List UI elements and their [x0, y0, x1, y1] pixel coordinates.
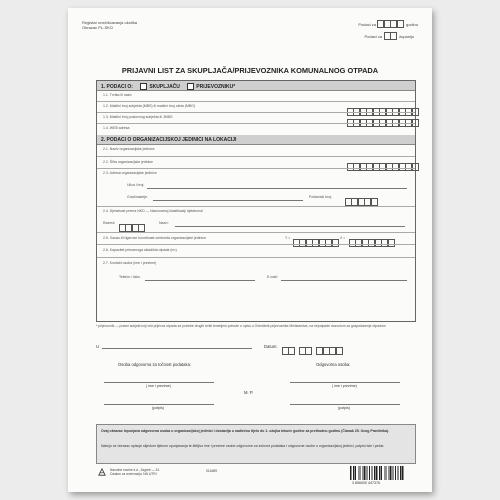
field-1-3: 1.3. Matični broj poslovnog subjekta ili JMBG	[103, 115, 173, 119]
county-field[interactable]	[365, 32, 414, 40]
coord-x-boxes[interactable]	[349, 234, 395, 252]
authorized-sign-line[interactable]	[290, 404, 400, 405]
form-code: Obrazac PL-SKO	[82, 25, 113, 30]
skupljac-checkbox[interactable]	[140, 83, 147, 90]
responsible-sign-caption: (potpis)	[152, 406, 164, 410]
field-2-7: 2.7. Kontakt osoba (ime i prezime)	[103, 261, 157, 265]
publisher-info	[110, 468, 160, 476]
field-1-1: 1.1. Tvrtka ili naziv	[103, 93, 132, 97]
city-label: Grad/naselje:	[127, 195, 148, 199]
place-prefix: U	[96, 344, 100, 349]
county-label: županiju	[399, 33, 414, 39]
prijevoznik-checkbox[interactable]	[187, 83, 194, 90]
publisher-line2: Ozakon za rezervaciju: NN 4/TRI	[110, 472, 157, 476]
year-boxes[interactable]	[378, 20, 404, 28]
field-1-4: 1.4. WEB adresa	[103, 126, 130, 130]
authorized-name-line[interactable]	[290, 382, 400, 383]
field-1-2: 1.2. Matični broj subjekta (MBS) ili matični broj obrta (MBO)	[103, 104, 195, 108]
postcode-boxes[interactable]	[345, 193, 378, 211]
authorized-title: Odgovorna osoba:	[316, 362, 351, 367]
place-line[interactable]	[102, 348, 252, 349]
register-name: Registar onečišćavanja okoliša	[82, 20, 137, 25]
instruction-1: Ovaj obrazac lepunjava odgovorna osoba u organizacijskoj jedinici i dostavlja u nadležno tijelo do 1. ožujka tekuće godine za prethodnu godinu (Članak 25. Uvog Pravilnika).	[101, 429, 390, 433]
form-sheet	[68, 8, 432, 492]
authorized-sign-caption: (potpis)	[338, 406, 350, 410]
responsible-sign-line[interactable]	[104, 404, 214, 405]
responsible-title: Osoba odgovorna za točnost podataka:	[118, 362, 192, 367]
phone-label: Telefon / faks:	[119, 275, 141, 279]
naziv-label: Naziv:	[159, 221, 169, 225]
instruction-2: Naknju se obrazac opisuje slijedom tijekom opunjavanja te štitljivo ime i prezime osobe odgovorne za točnost podataka i odgovorne osobe u organizacijskoj jedinici, potpisi iste i pečat.	[101, 444, 385, 448]
form-title: PRIJAVNI LIST ZA SKUPLJAČA/PRIJEVOZNIKA KOMUNALNOG OTPADA	[121, 66, 379, 75]
coord-y-label: Y =	[285, 236, 291, 240]
podano-label-2: Podaci za	[364, 33, 383, 39]
section2-title: 2. PODACI O ORGANIZACIJSKOJ JEDINICI NA LOKACIJI	[101, 137, 237, 143]
form-frame	[96, 80, 416, 322]
skupljac-label: SKUPLJAČU	[149, 83, 180, 90]
street-label: Ulica i broj:	[127, 183, 145, 187]
header-left	[82, 20, 137, 30]
responsible-name-caption: ( ime i prezime)	[146, 384, 171, 388]
coord-y-boxes[interactable]	[293, 234, 339, 252]
email-label: E-mail:	[267, 275, 278, 279]
responsible-name-line[interactable]	[104, 382, 214, 383]
footnote: * prijevoznik — pravni subjekt koji vrši prijevoz otpada za potrebe drugih tvrtki temeljem potvrde o upisu u Očevidnik prijevoznika Ministarstva, na nepotpade dozvolom za gospodarenje otpadom	[96, 324, 386, 328]
publisher-line1: Narodne novine d.d., Zagreb — 24.	[110, 468, 160, 472]
field-2-2: 2.2. Šifra organizacijske jedinice	[103, 160, 153, 164]
stamp-label: M. P.	[244, 390, 254, 395]
publisher-logo-icon	[98, 468, 106, 476]
year-label: godinu	[405, 21, 418, 27]
section1-title	[101, 83, 235, 90]
razred-label: Razred:	[103, 221, 116, 225]
field-2-5: 2.5. Gauss-Krügerove koordinate centroida organizacijske jedinice	[103, 236, 206, 240]
field-2-3: 2.3. Adresa organizacijske jedinice	[103, 171, 157, 175]
field-2-1: 2.1. Naziv organizacijske jedinice	[103, 147, 155, 151]
instructions-box	[96, 424, 416, 464]
year-field[interactable]	[358, 20, 418, 28]
barcode-number: 3 856000 447376	[352, 481, 380, 485]
coord-x-label: X =	[340, 236, 346, 240]
unit-code-boxes[interactable]	[347, 158, 419, 176]
section1-title-text: 1. PODACI O:	[101, 83, 133, 90]
publisher-code: 011689	[206, 469, 218, 473]
razred-boxes[interactable]	[119, 219, 145, 237]
field-2-4: 2.4. Djelatnost prema NKD — Nacionalnoj klasifikaciji djelatnosti	[103, 209, 203, 213]
prijevoznik-label: PRIJEVOZNIKU*	[196, 83, 236, 90]
postcode-label: Poštanski broj:	[309, 195, 332, 199]
date-boxes[interactable]	[282, 342, 343, 360]
date-label: Datum:	[264, 344, 278, 349]
podano-label: Podaci za	[358, 21, 376, 27]
barcode	[350, 466, 404, 480]
field-2-6: 2.6. Kapacitet primarnoga skladišta otpada (m³)	[103, 248, 177, 252]
authorized-name-caption: ( ime i prezime)	[332, 384, 357, 388]
county-boxes[interactable]	[384, 32, 397, 40]
